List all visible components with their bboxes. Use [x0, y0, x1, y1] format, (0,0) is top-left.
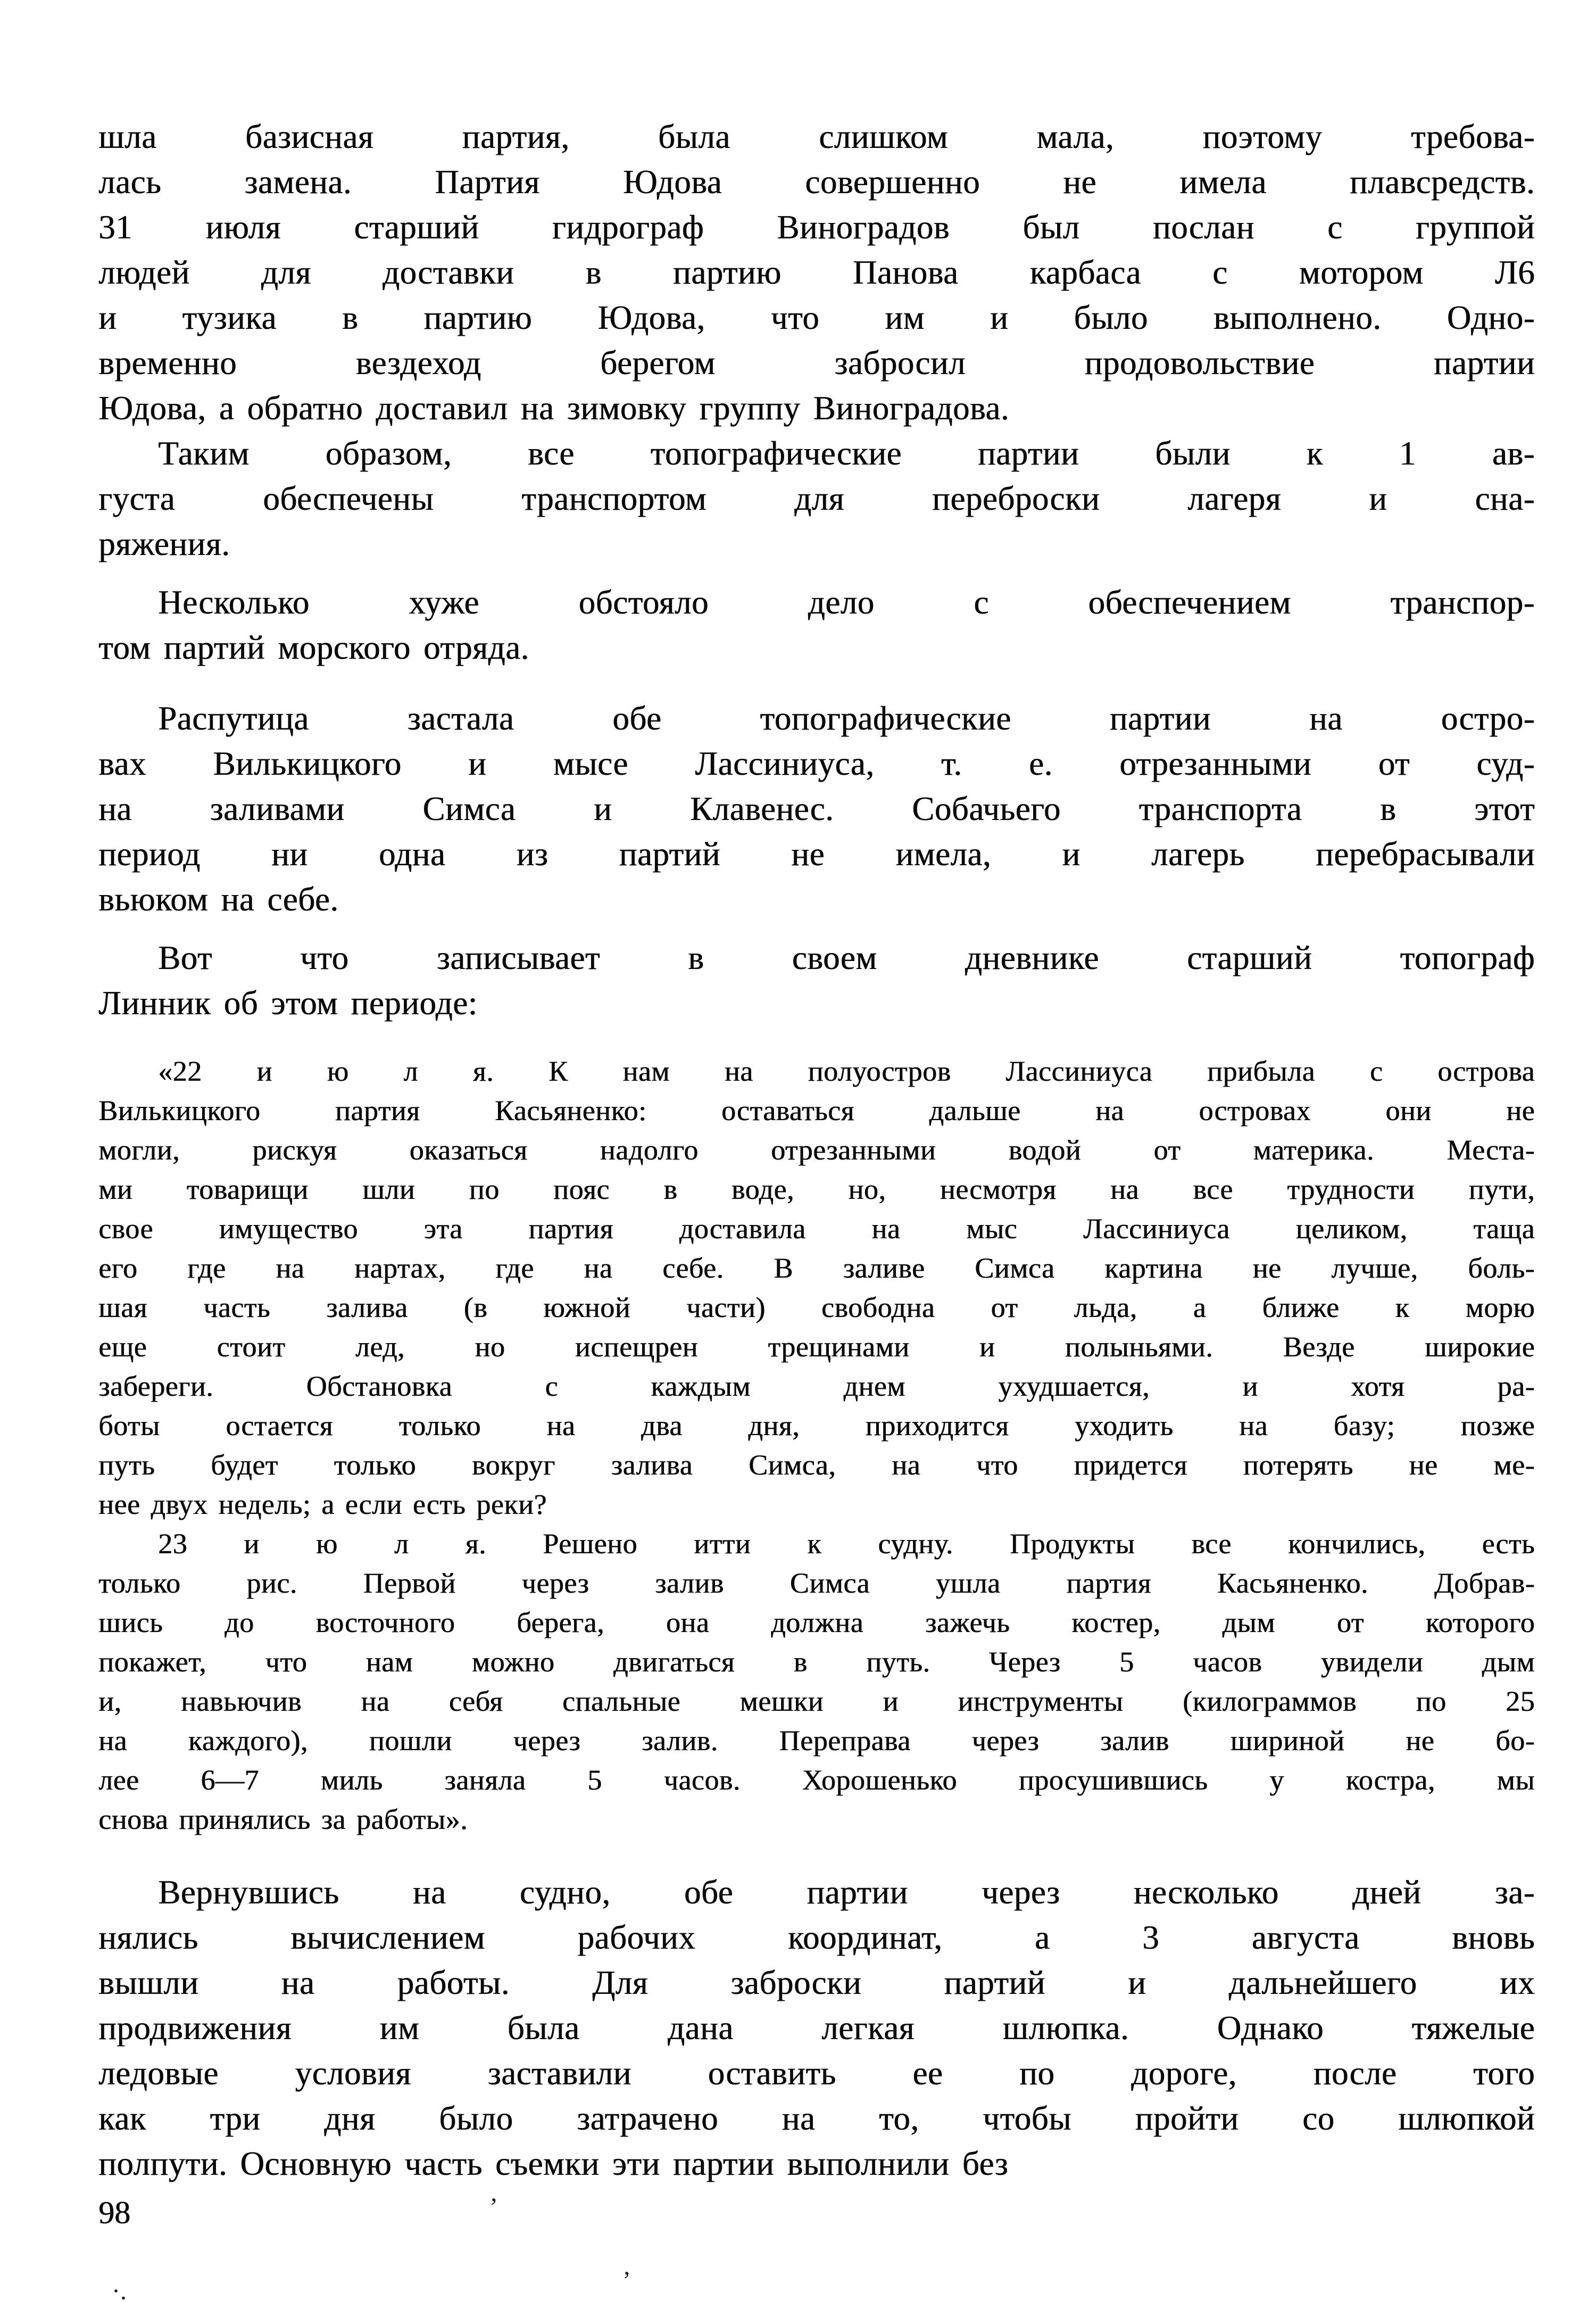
scan-artifact: ’: [622, 2266, 631, 2295]
text-line: нее двух недель; а если есть реки?: [98, 1488, 547, 1520]
text-line: его где на нартах, где на себе. В заливе Симса картина не лучше, боль-: [98, 1252, 1535, 1284]
text-line: шись до восточного берега, она должна зажечь костер, дым от которого: [98, 1607, 1535, 1638]
text-line: «22 и ю л я. К нам на полуостров Лассиниуса прибыла с острова: [158, 1055, 1535, 1087]
text-line: на заливами Симса и Клавенес. Собачьего транспорта в этот: [98, 790, 1535, 827]
text-line: еще стоит лед, но испещрен трещинами и полыньями. Везде широкие: [98, 1331, 1535, 1363]
text-line: могли, рискуя оказаться надолго отрезанными водой от материка. Места-: [98, 1134, 1535, 1166]
scan-artifact: ’: [489, 2193, 498, 2221]
text-line: нялись вычислением рабочих координат, а 3 августа вновь: [98, 1919, 1535, 1956]
text-line: ми товарищи шли по пояс в воде, но, несмотря на все трудности пути,: [98, 1173, 1535, 1205]
paragraph-p2: [98, 431, 1535, 567]
text-line: период ни одна из партий не имела, и лагерь перебрасывали: [98, 835, 1535, 873]
text-line: 31 июля старший гидрограф Виноградов был послан с группой: [98, 209, 1535, 246]
text-line: густа обеспечены транспортом для переброски лагеря и сна-: [98, 480, 1535, 517]
paragraph-p6: [98, 1870, 1535, 2187]
text-line: продвижения им была дана легкая шлюпка. Однако тяжелые: [98, 2009, 1535, 2047]
page-number: 98: [98, 2195, 130, 2230]
text-line: забереги. Обстановка с каждым днем ухудшается, и хотя ра-: [98, 1370, 1535, 1402]
text-line: временно вездеход берегом забросил продовольствие партии: [98, 344, 1535, 382]
paragraph-p4: [98, 696, 1535, 922]
text-line: путь будет только вокруг залива Симса, на что придется потерять не ме-: [98, 1449, 1535, 1481]
text-line: 23 и ю л я. Решено итти к судну. Продукты все кончились, есть: [158, 1528, 1535, 1560]
text-line: вах Вилькицкого и мысе Лассиниуса, т. е. отрезанными от суд-: [98, 745, 1535, 782]
text-line: ледовые условия заставили оставить ее по дороге, после того: [98, 2055, 1535, 2092]
text-line: том партий морского отряда.: [98, 629, 529, 666]
paragraph-p1: [98, 114, 1535, 431]
scan-artifact: ·.: [112, 2277, 127, 2302]
text-line: шла базисная партия, была слишком мала, поэтому требова-: [98, 118, 1535, 155]
paragraph-p5: [98, 935, 1535, 1026]
paragraph-p3: [98, 580, 1535, 670]
text-line: вышли на работы. Для заброски партий и дальнейшего их: [98, 1964, 1535, 2001]
text-line: Распутица застала обе топографические партии на остро-: [158, 700, 1535, 737]
text-line: ряжения.: [98, 525, 230, 562]
text-line: лась замена. Партия Юдова совершенно не имела плавсредств.: [98, 163, 1535, 201]
text-line: только рис. Первой через залив Симса ушла партия Касьяненко. Добрав-: [98, 1567, 1535, 1599]
text-line: шая часть залива (в южной части) свободна от льда, а ближе к морю: [98, 1291, 1535, 1323]
text-line: и, навьючив на себя спальные мешки и инструменты (килограммов по 25: [98, 1685, 1535, 1717]
text-line: и тузика в партию Юдова, что им и было выполнено. Одно-: [98, 299, 1535, 336]
text-line: боты остается только на два дня, приходится уходить на базу; позже: [98, 1410, 1535, 1442]
text-line: вьюком на себе.: [98, 881, 339, 918]
paragraph-q2: [98, 1524, 1535, 1839]
text-line: людей для доставки в партию Панова карбаса с мотором Л6: [98, 254, 1535, 291]
text-line: Вот что записывает в своем дневнике старший топограф: [158, 939, 1535, 976]
text-line: свое имущество эта партия доставила на мыс Лассиниуса целиком, таща: [98, 1213, 1535, 1245]
text-line: покажет, что нам можно двигаться в путь. Через 5 часов увидели дым: [98, 1646, 1535, 1678]
text-line: Таким образом, все топографические партии были к 1 ав-: [158, 435, 1535, 472]
text-line: Линник об этом периоде:: [98, 984, 478, 1022]
text-line: снова принялись за работы».: [98, 1803, 468, 1835]
text-line: Вернувшись на судно, обе партии через несколько дней за-: [158, 1874, 1535, 1911]
text-line: лее 6—7 миль заняла 5 часов. Хорошенько просушившись у костра, мы: [98, 1764, 1535, 1796]
paragraph-q1: [98, 1051, 1535, 1524]
text-line: Несколько хуже обстояло дело с обеспечением транспор-: [158, 584, 1535, 621]
text-line: на каждого), пошли через залив. Переправа через залив шириной не бо-: [98, 1725, 1535, 1757]
text-line: Вилькицкого партия Касьяненко: оставаться дальше на островах они не: [98, 1095, 1535, 1127]
text-line: полпути. Основную часть съемки эти партии выполнили без: [98, 2145, 1008, 2182]
text-line: как три дня было затрачено на то, чтобы пройти со шлюпкой: [98, 2100, 1535, 2137]
text-line: Юдова, а обратно доставил на зимовку группу Виноградова.: [98, 390, 1009, 427]
page-text: [98, 114, 1535, 2187]
